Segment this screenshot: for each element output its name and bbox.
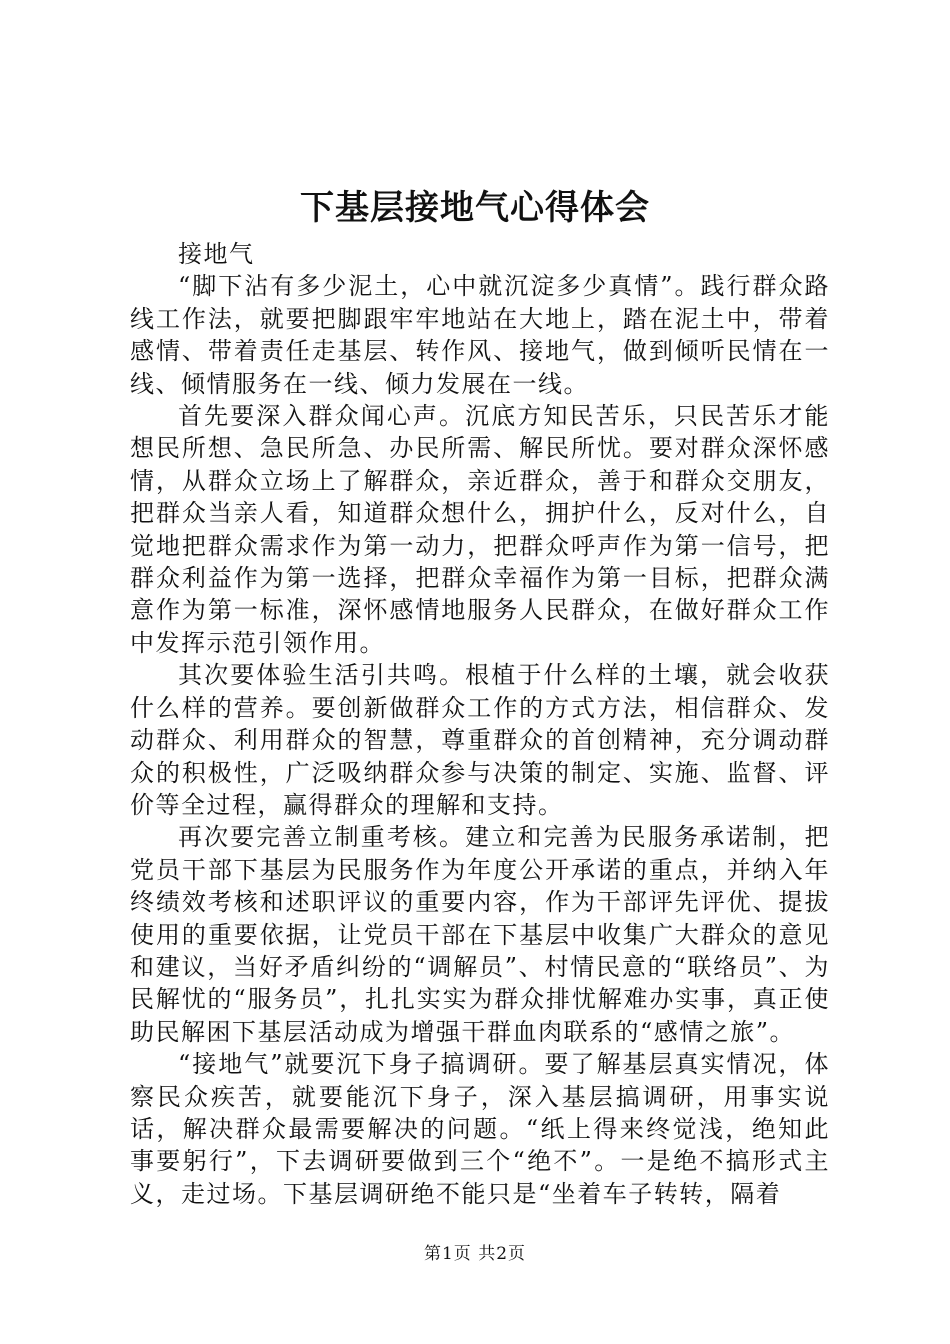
paragraph: “接地气”就要沉下身子搞调研。要了解基层真实情况，体察民众疾苦，就要能沉下身子，深入基层搞调研，用事实说话，解决群众最需要解决的问题。“纸上得来终觉浅，绝知此事要躬行”，下去调研要做到三个“绝不”。一是绝不搞形式主义，走过场。下基层调研绝不能只是“坐着车子转转，隔着 bbox=[130, 1050, 830, 1208]
paragraph: “脚下沾有多少泥土，心中就沉淀多少真情”。践行群众路线工作法，就要把脚跟牢牢地站在大地上，踏在泥土中，带着感情、带着责任走基层、转作风、接地气，做到倾听民情在一线、倾情服务在一线、倾力发展在一线。 bbox=[130, 272, 830, 398]
paragraph: 其次要体验生活引共鸣。根植于什么样的土壤，就会收获什么样的营养。要创新做群众工作的方式方法，相信群众、发动群众、利用群众的智慧，尊重群众的首创精神，充分调动群众的积极性，广泛吸纳群众参与决策的制定、实施、监督、评价等全过程，赢得群众的理解和支持。 bbox=[130, 661, 830, 819]
document-title: 下基层接地气心得体会 bbox=[300, 188, 650, 228]
page-number-footer: 第1页 共2页 bbox=[423, 1244, 527, 1264]
document-body bbox=[130, 238, 830, 1210]
paragraph-subheading: 接地气 bbox=[178, 240, 255, 268]
paragraph: 再次要完善立制重考核。建立和完善为民服务承诺制，把党员干部下基层为民服务作为年度公开承诺的重点，并纳入年终绩效考核和述职评议的重要内容，作为干部评先评优、提拔使用的重要依据，让党员干部在下基层中收集广大群众的意见和建议，当好矛盾纠纷的“调解员”、村情民意的“联络员”、为民解忧的“服务员”，扎扎实实为群众排忧解难办实事，真正使助民解困下基层活动成为增强干群血肉联系的“感情之旅”。 bbox=[130, 823, 830, 1046]
paragraph: 首先要深入群众闻心声。沉底方知民苦乐，只民苦乐才能想民所想、急民所急、办民所需、解民所忧。要对群众深怀感情，从群众立场上了解群众，亲近群众，善于和群众交朋友，把群众当亲人看，知道群众想什么，拥护什么，反对什么，自觉地把群众需求作为第一动力，把群众呼声作为第一信号，把群众利益作为第一选择，把群众幸福作为第一目标，把群众满意作为第一标准，深怀感情地服务人民群众，在做好群众工作中发挥示范引领作用。 bbox=[130, 402, 830, 657]
